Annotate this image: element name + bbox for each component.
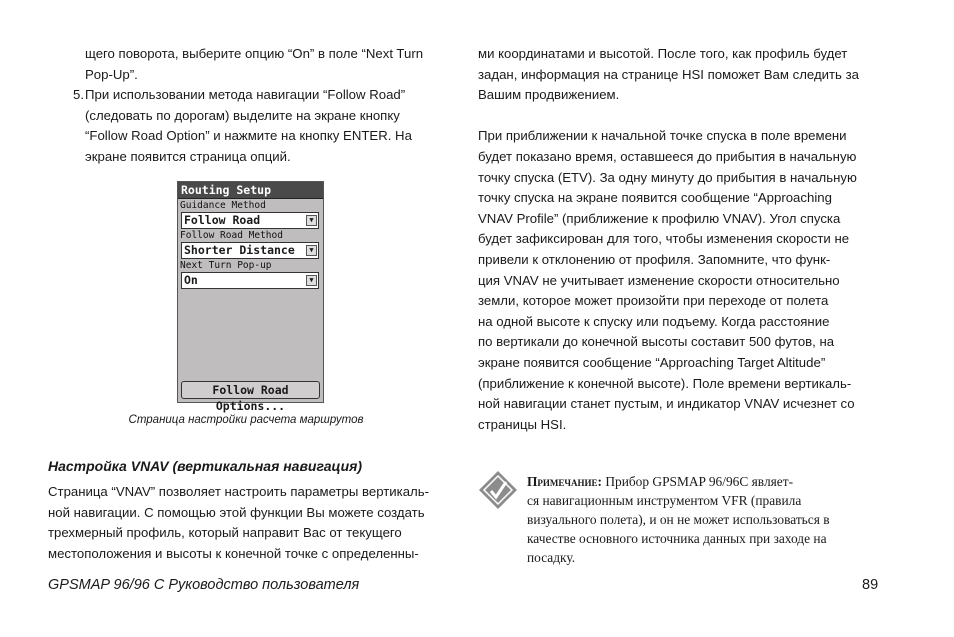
next-turn-popup-value: On: [184, 273, 198, 287]
text-line: щего поворота, выберите опцию “On” в поле “Next Turn: [85, 46, 424, 61]
guidance-method-select[interactable]: [181, 212, 319, 229]
section-title: Настройка VNAV (вертикальная навигация): [48, 458, 363, 474]
guidance-method-value: Follow Road: [184, 213, 261, 227]
text-line: При использовании метода навигации “Follow Road”: [85, 87, 406, 103]
footer-title: GPSMAP 96/96 C Руководство пользователя: [48, 577, 360, 593]
text-line: Страница “VNAV” позволяет настроить параметры вертикаль-: [48, 484, 429, 499]
text-line: (следовать по дорогам) выделите на экране кнопку: [85, 107, 400, 123]
text-line: экране появится страница опций.: [85, 148, 291, 164]
follow-road-method-label: Follow Road Method: [180, 230, 283, 241]
right-column: [478, 44, 888, 435]
next-turn-popup-label: Next Turn Pop-up: [180, 260, 272, 271]
text-line: VNAV Profile” (приближение к профилю VNAV). Угол спуска: [478, 210, 841, 226]
note-box: [527, 472, 887, 567]
paragraph: [478, 126, 888, 435]
text-line: трехмерный профиль, который направит Вас от текущего: [48, 525, 402, 541]
text-line: визуального полета), и он не может использоваться в: [527, 512, 830, 527]
text-line: (приближение к конечной высоте). Поле времени вертикаль-: [478, 375, 852, 391]
text-line: ной навигации. С помощью этой функции Вы можете создать: [48, 504, 425, 520]
dropdown-arrow-icon[interactable]: ▼: [306, 215, 317, 226]
text-line: При приближении к начальной точке спуска в поле времени: [478, 128, 847, 144]
text-line: ся навигационным инструментом VFR (правила: [527, 493, 802, 508]
text-line: Вашим продвижением.: [478, 87, 620, 103]
guidance-method-label: Guidance Method: [180, 200, 266, 211]
text-line: на одной высоте к спуску или подъему. Когда расстояние: [478, 313, 830, 329]
follow-road-method-value: Shorter Distance: [184, 243, 295, 257]
text-line: ция VNAV не учитывает изменение скорости относительно: [478, 272, 840, 288]
routing-setup-screen: [177, 181, 324, 413]
next-turn-popup-select[interactable]: [181, 272, 319, 289]
text-line: привели к отклонению от профиля. Запомните, что функ-: [478, 251, 831, 267]
dropdown-arrow-icon[interactable]: ▼: [306, 245, 317, 256]
dropdown-arrow-icon[interactable]: ▼: [306, 275, 317, 286]
left-column: [48, 44, 444, 168]
text-line: по вертикали до конечной высоты составит 500 футов, на: [478, 334, 835, 350]
text-line: будет зафиксирован для того, чтобы изменения скорости не: [478, 231, 850, 247]
screen-title: Routing Setup: [178, 182, 323, 199]
text-line: посадку.: [527, 550, 576, 565]
section-body: [48, 482, 444, 564]
continuation-text: [48, 44, 444, 85]
text-line: “Follow Road Option” и нажмите на кнопку ENTER. На: [85, 128, 412, 144]
text-line: ми координатами и высотой. После того, как профиль будет: [478, 46, 848, 61]
text-line: точку спуска на экране появится сообщение “Approaching: [478, 190, 832, 206]
text-line: ной навигации станет пустым, и индикатор VNAV исчезнет со: [478, 396, 855, 412]
figure-caption: Страница настройки расчета маршрутов: [128, 414, 364, 426]
text-line: экране появится сообщение “Approaching Target Altitude”: [478, 354, 826, 370]
text-line: точку спуска (ETV). За одну минуту до прибытия в начальную: [478, 169, 857, 185]
page-number: 89: [862, 577, 879, 593]
text-line: Прибор GPSMAP 96/96C являет-: [601, 474, 794, 489]
note-checkmark-icon: [478, 470, 518, 510]
text-line: задан, информация на странице HSI поможет Вам следить за: [478, 66, 859, 82]
follow-road-method-select[interactable]: [181, 242, 319, 259]
text-line: местоположения и высоты к конечной точке с определенны-: [48, 545, 419, 561]
follow-road-options-button[interactable]: Follow Road Options...: [181, 381, 320, 399]
step-5: [48, 85, 444, 167]
text-line: качестве основного источника данных при заходе на: [527, 531, 827, 546]
text-line: будет показано время, оставшееся до прибытия в начальную: [478, 148, 857, 164]
step-number: 5.: [73, 87, 84, 103]
text-line: Pop-Up”.: [85, 66, 138, 82]
text-line: земли, которое может произойти при переходе от полета: [478, 293, 829, 309]
paragraph: [478, 44, 888, 106]
note-heading: Примечание:: [527, 474, 602, 489]
text-line: страницы HSI.: [478, 416, 567, 432]
